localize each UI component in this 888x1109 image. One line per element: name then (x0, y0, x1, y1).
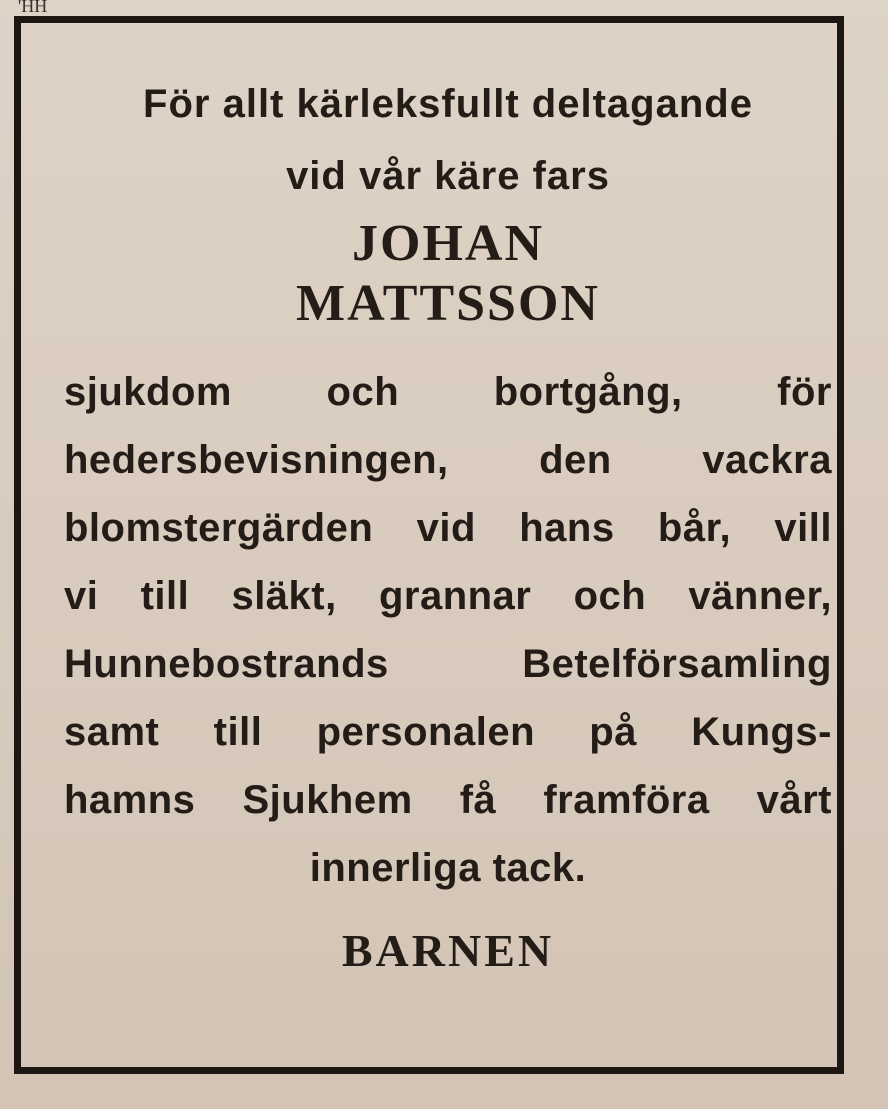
notice-body (64, 358, 832, 902)
body-line-3: blomstergärden vid hans bår, vill (64, 506, 832, 550)
first-name: JOHAN (352, 215, 544, 272)
thank-you-notice (64, 68, 832, 978)
body-line-2: hedersbevisningen, den vackra (64, 438, 832, 482)
body-line-1: sjukdom och bortgång, för (64, 370, 832, 414)
intro-line-1: För allt kärleksfullt deltagande (143, 82, 753, 126)
intro-text (64, 68, 832, 212)
intro-line-2: vid vår käre fars (286, 154, 610, 198)
deceased-name (64, 214, 832, 334)
signature: BARNEN (341, 925, 555, 976)
closing-line: innerliga tack. (309, 846, 587, 890)
body-line-6: samt till personalen på Kungs- (64, 710, 832, 754)
body-line-5: Hunnebostrands Betelförsamling (64, 642, 832, 686)
body-line-7: hamns Sjukhem få framföra vårt (64, 778, 832, 822)
last-name: MATTSSON (296, 275, 600, 332)
cut-off-text-fragment: 'HH (18, 0, 48, 16)
body-line-4: vi till släkt, grannar och vänner, (64, 574, 832, 618)
